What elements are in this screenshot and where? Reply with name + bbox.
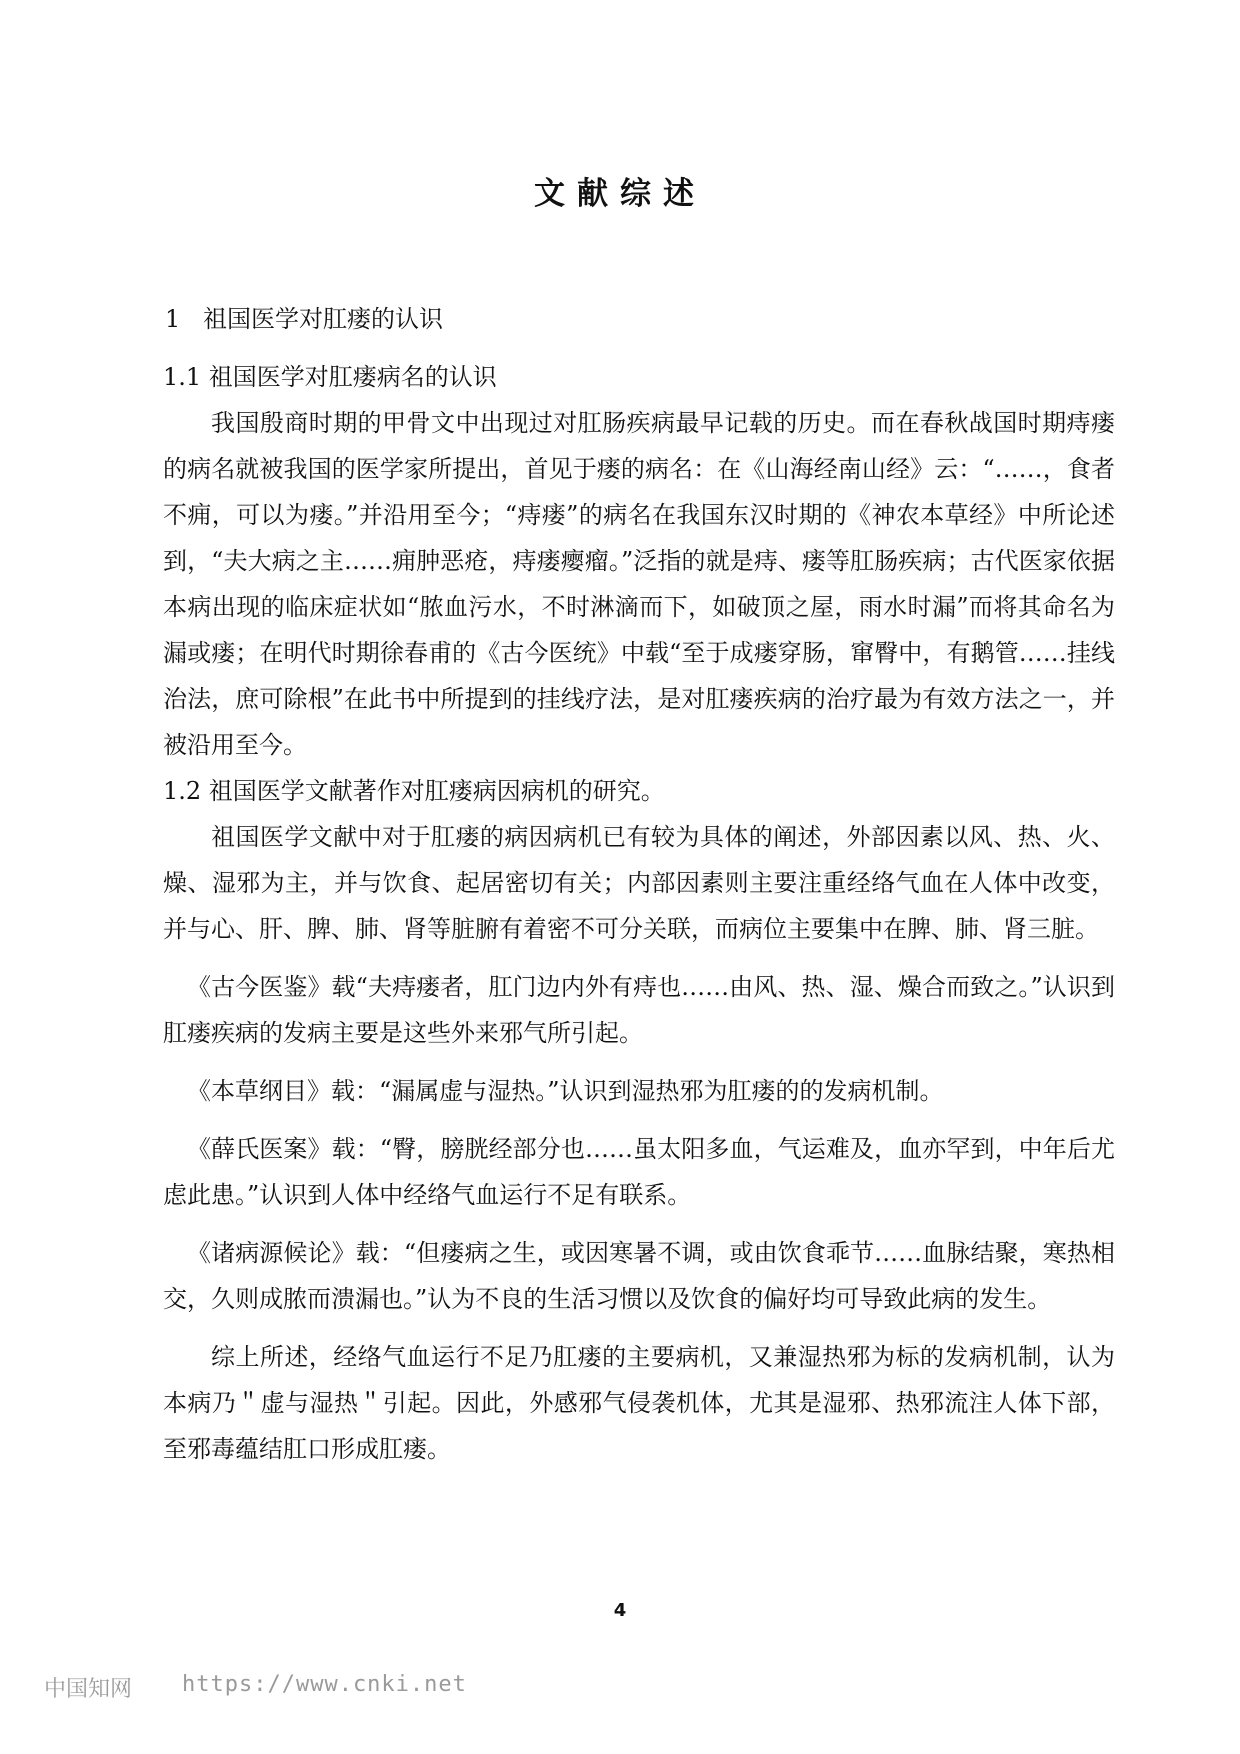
watermark-brand: 中国知网 bbox=[44, 1677, 133, 1702]
paragraph-etiology: 祖国医学文献中对于肛瘘的病因病机已有较为具体的阐述，外部因素以风、热、火、燥、湿邪为主，并与饮食、起居密切有关；内部因素则主要注重经络气血在人体中改变，并与心、肝、脾、肺、肾等脏腑有着密不可分关联，而病位主要集中在脾、肺、肾三脏。 bbox=[163, 823, 1115, 943]
section-1-2-heading: 1.2 祖国医学文献著作对肛瘘病因病机的研究。 bbox=[163, 777, 665, 805]
section-1-1-heading: 1.1 祖国医学对肛瘘病名的认识 bbox=[163, 363, 497, 391]
page-number: 4 bbox=[613, 1600, 627, 1621]
paragraph-summary: 综上所述，经络气血运行不足乃肛瘘的主要病机，又兼湿热邪为标的发病机制，认为本病乃＂虚与湿热＂引起。因此，外感邪气侵袭机体，尤其是湿邪、热邪流注人体下部，至邪毒蕴结肛口形成肛瘘。 bbox=[163, 1343, 1115, 1463]
watermark-url[interactable]: https://www.cnki.net bbox=[182, 1672, 467, 1697]
page-title: 文献综述 bbox=[534, 176, 706, 212]
paragraph-xueshi-yian: 《薛氏医案》载：“臀，膀胱经部分也……虽太阳多血，气运难及，血亦罕到，中年后尤虑此患。”认识到人体中经络气血运行不足有联系。 bbox=[163, 1135, 1115, 1209]
paragraph-bencao-gangmu: 《本草纲目》载：“漏属虚与湿热。”认识到湿热邪为肛瘘的的发病机制。 bbox=[187, 1077, 944, 1105]
section-1-number: 1 bbox=[165, 305, 181, 333]
section-1-heading bbox=[165, 296, 1115, 342]
document-body bbox=[163, 296, 1115, 1472]
paragraph-zhubing-yuanhou: 《诸病源候论》载：“但瘘病之生，或因寒暑不调，或由饮食乖节……血脉结聚，寒热相交，久则成脓而溃漏也。”认为不良的生活习惯以及饮食的偏好均可导致此病的发生。 bbox=[163, 1239, 1115, 1313]
paragraph-disease-name: 我国殷商时期的甲骨文中出现过对肛肠疾病最早记载的历史。而在春秋战国时期痔瘘的病名就被我国的医学家所提出，首见于瘘的病名：在《山海经南山经》云：“……，食者不痈，可以为瘘。”并沿用至今；“痔瘘”的病名在我国东汉时期的《神农本草经》中所论述到，“夫大病之主……痈肿恶疮，痔瘘瘿瘤。”泛指的就是痔、瘘等肛肠疾病；古代医家依据本病出现的临床症状如“脓血污水，不时淋滴而下，如破顶之屋，雨水时漏”而将其命名为漏或瘘；在明代时期徐春甫的《古今医统》中载“至于成瘘穿肠，窜臀中，有鹅管……挂线治法，庶可除根”在此书中所提到的挂线疗法，是对肛瘘疾病的治疗最为有效方法之一，并被沿用至今。 bbox=[163, 409, 1115, 759]
section-1-title: 祖国医学对肛瘘的认识 bbox=[203, 305, 443, 333]
paragraph-gujin-yijian: 《古今医鉴》载“夫痔瘘者，肛门边内外有痔也……由风、热、湿、燥合而致之。”认识到肛瘘疾病的发病主要是这些外来邪气所引起。 bbox=[163, 973, 1115, 1047]
